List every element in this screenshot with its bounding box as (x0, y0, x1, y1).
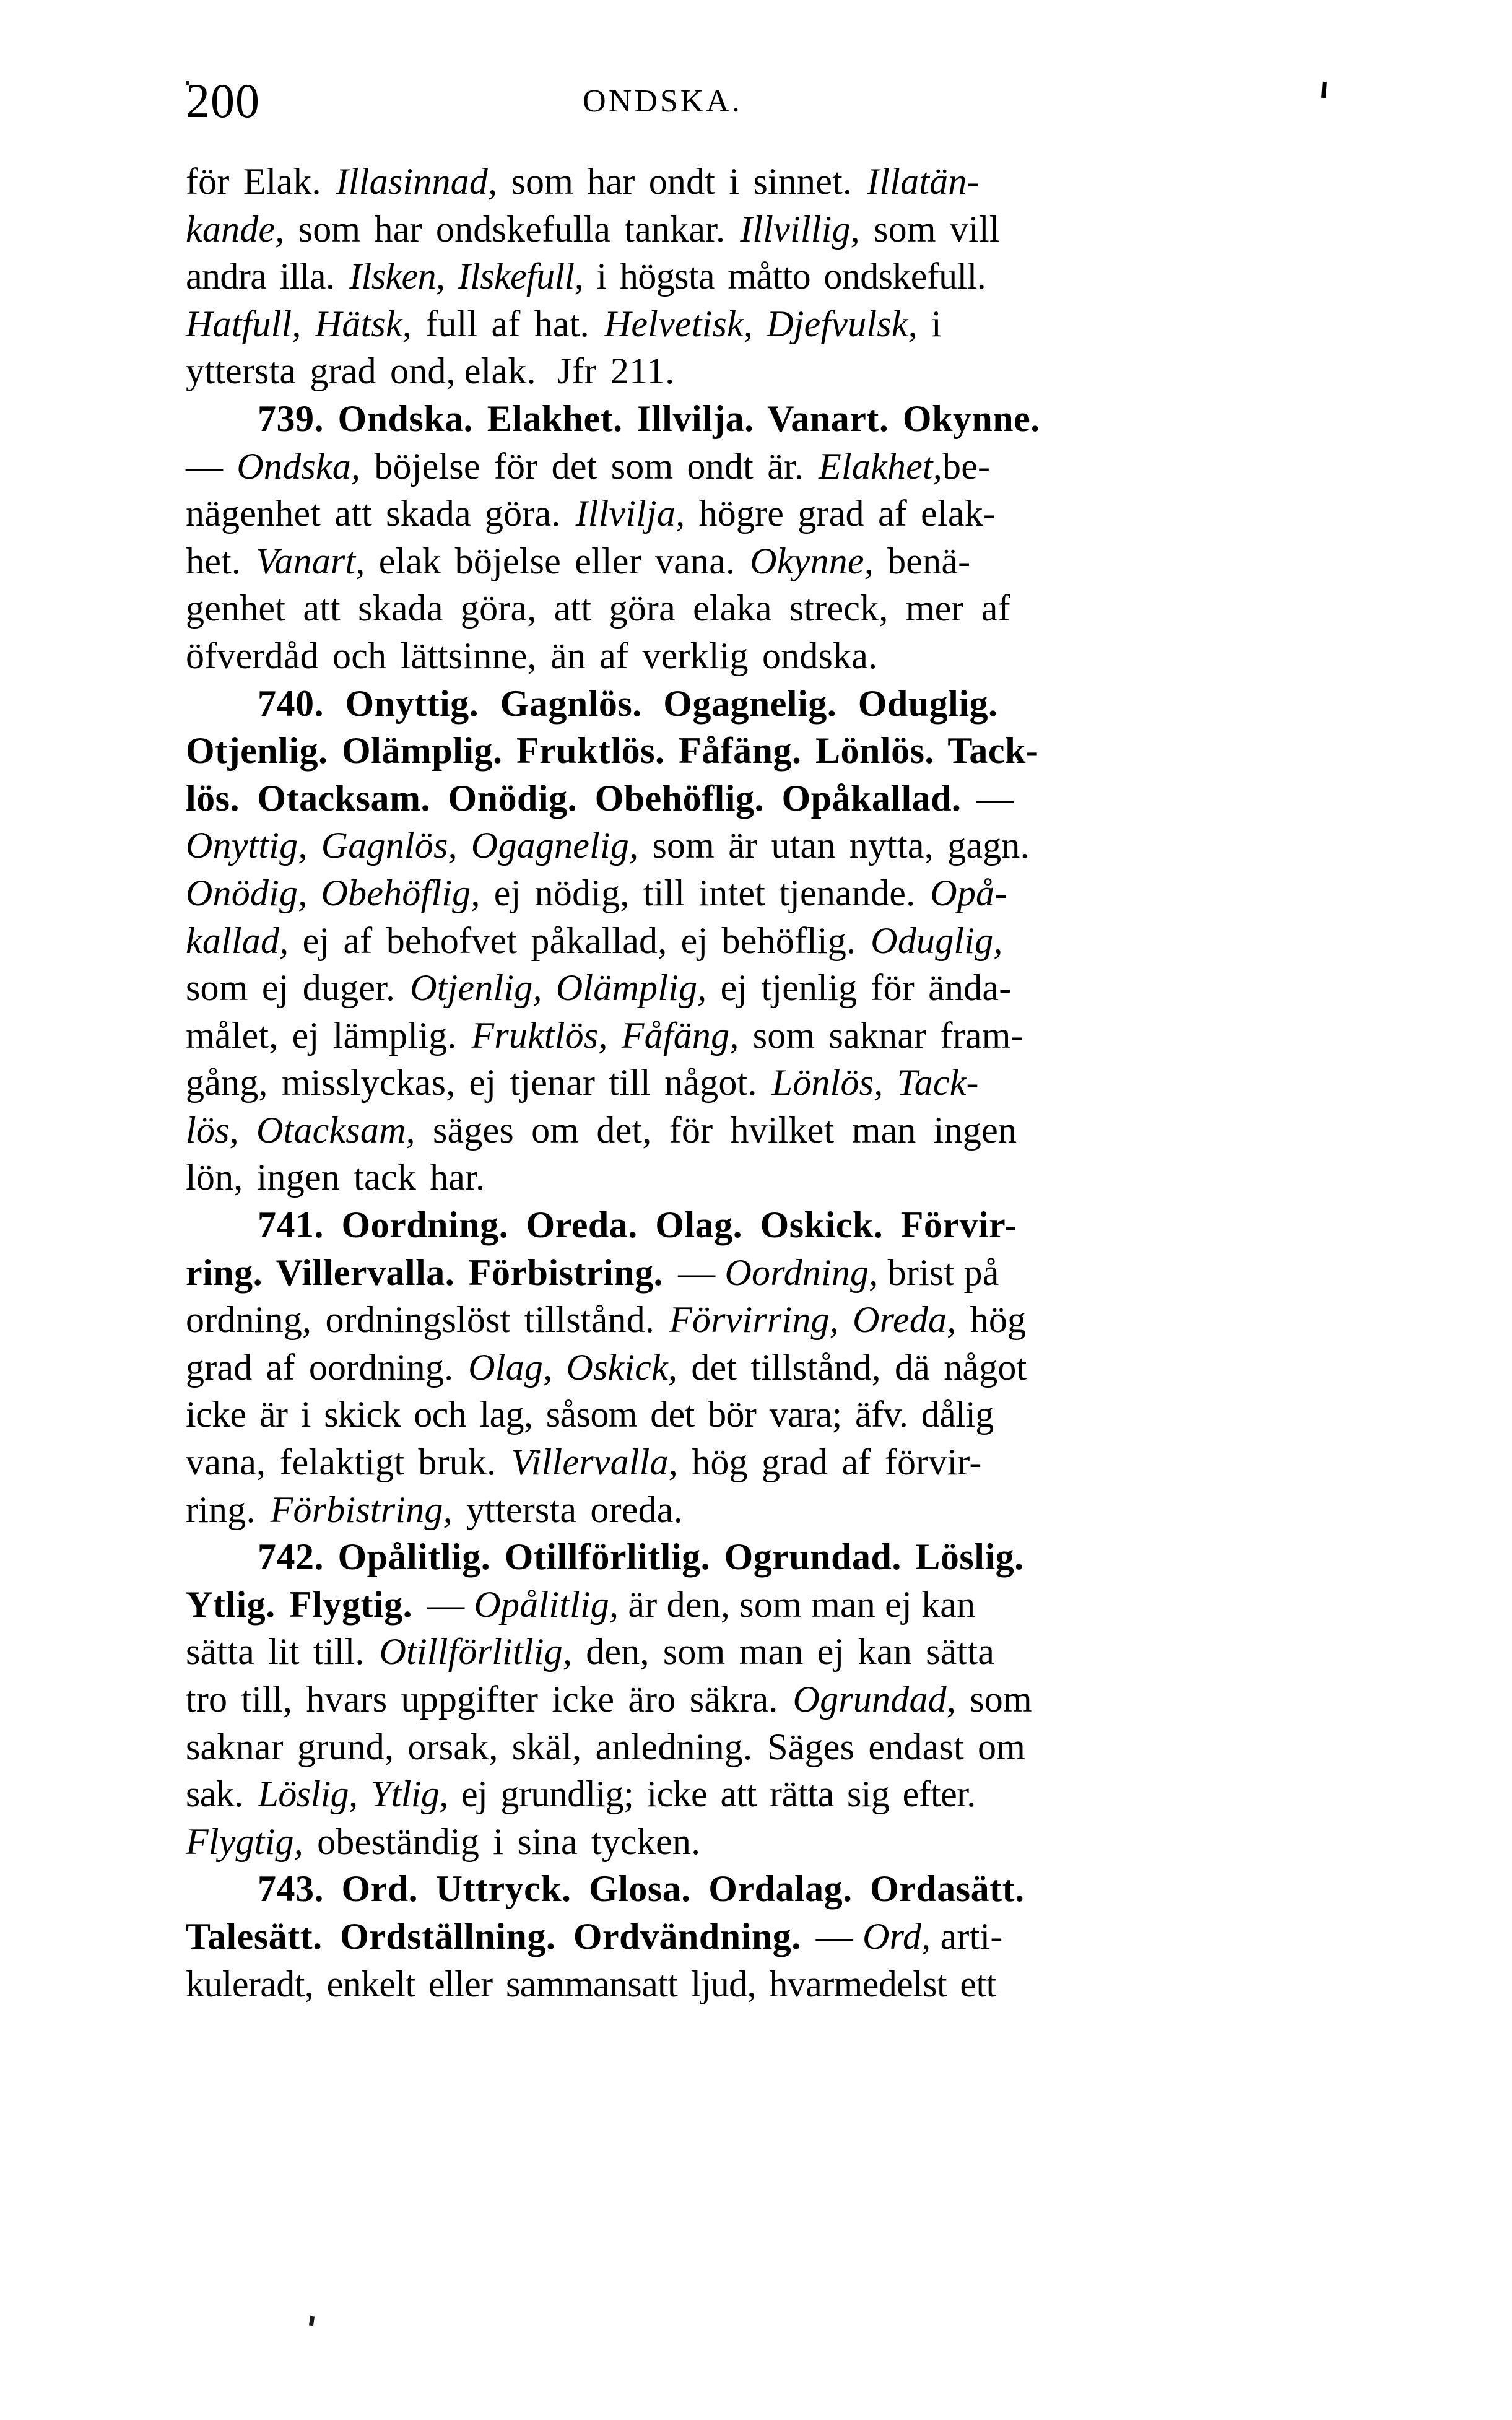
running-head: ONDSKA. (583, 84, 742, 119)
text-line (186, 917, 1350, 965)
text-line (186, 300, 1350, 348)
line-fragment: lön, ingen tack har. (186, 1157, 485, 1198)
text-line (186, 253, 1350, 300)
line-fragment: benä- (887, 540, 971, 581)
headword-italic: Förbistring, (270, 1489, 453, 1530)
line-fragment: målet, ej lämplig. (186, 1014, 457, 1056)
line-fragment: som är utan nytta, gagn. (652, 825, 1030, 866)
headword-italic: Onödig, Obehöflig, (186, 872, 480, 913)
entry-heading-743 (186, 1865, 1350, 1913)
text-line (186, 1012, 1350, 1060)
line-fragment: hög grad af förvir- (692, 1442, 982, 1483)
line-fragment: elak. (464, 350, 536, 392)
line-fragment: öfverdåd och lättsinne, än af verklig ondska. (186, 635, 878, 676)
em-dash: — (678, 1251, 716, 1293)
text-line (186, 1770, 1350, 1818)
line-fragment: yttersta oreda. (466, 1489, 683, 1530)
line-fragment: andra illa. (186, 256, 335, 297)
text-line (186, 1107, 1350, 1154)
headword-italic: Otillförlitlig, (379, 1631, 573, 1673)
headword-italic: Ondska, (237, 445, 361, 487)
heading-text: 743. Ord. Uttryck. Glosa. Ordalag. Ordasätt. (258, 1868, 1025, 1910)
line-fragment: säges om det, för hvilket man ingen (432, 1109, 1017, 1151)
line-fragment: elak böjelse eller vana. (378, 540, 736, 581)
entry-heading-743-cont (186, 1913, 1350, 1961)
line-fragment: full af hat. (425, 303, 589, 344)
text-line (186, 964, 1350, 1012)
line-fragment: för Elak. (186, 161, 321, 202)
text-line (186, 1391, 1350, 1439)
text-line (186, 1154, 1350, 1201)
headword-italic: Onyttig, Gagnlös, Ogagnelig, (186, 825, 639, 866)
line-fragment: hög (970, 1299, 1027, 1341)
headword-italic: Förvirring, Oreda, (669, 1299, 957, 1341)
text-line (186, 869, 1350, 917)
line-fragment: ej grundlig; icke att rätta sig efter. (461, 1774, 976, 1815)
text-line (186, 1486, 1350, 1534)
headword-italic: Villervalla, (511, 1442, 678, 1483)
headword-italic: Elakhet, (819, 445, 942, 487)
entry-heading-741 (186, 1201, 1350, 1249)
em-dash: — (976, 777, 1014, 819)
entry-heading-740-cont2 (186, 775, 1350, 822)
headword-italic: Okynne, (750, 540, 874, 581)
line-fragment: som har ondt i sinnet. (511, 161, 853, 202)
line-fragment: ordning, ordningslöst tillstånd. (186, 1299, 655, 1341)
headword-italic: lös, Otacksam, (186, 1109, 415, 1151)
line-fragment: kuleradt, enkelt eller sammansatt ljud, hvarmedelst ett (186, 1963, 996, 2004)
line-fragment: i högsta måtto ondskefull. (596, 256, 986, 297)
heading-text: 740. Onyttig. Gagnlös. Ogagnelig. Oduglig. (258, 682, 998, 724)
line-fragment: be- (942, 445, 991, 487)
text-line (186, 1961, 1350, 2008)
headword-italic: Olag, Oskick, (468, 1346, 678, 1388)
line-fragment: ej nödig, till intet tjenande. (493, 872, 916, 913)
heading-text: Ytlig. Flygtig. (186, 1583, 413, 1625)
headword-italic: Illvilja, (575, 493, 685, 534)
line-fragment: Säges endast om (767, 1726, 1026, 1767)
heading-text: 742. Opålitlig. Otillförlitlig. Ogrundad. Löslig. (258, 1536, 1024, 1578)
line-fragment: ring. (186, 1489, 256, 1530)
line-fragment: som saknar fram- (752, 1014, 1023, 1056)
line-fragment: het. (186, 540, 241, 581)
entry-heading-739 (186, 395, 1350, 443)
line-fragment: i (931, 303, 942, 344)
line-fragment: som ej duger. (186, 967, 396, 1009)
line-fragment: nägenhet att skada göra. (186, 493, 561, 534)
text-line (186, 1628, 1350, 1676)
line-fragment: vana, felaktigt bruk. (186, 1442, 497, 1483)
em-dash: — (815, 1915, 853, 1957)
line-fragment: genhet att skada göra, att göra elaka streck, mer af (186, 588, 1010, 629)
text-line (186, 158, 1350, 206)
line-fragment: böjelse för det som ondt är. (374, 445, 804, 487)
heading-text: lös. Otacksam. Onödig. Obehöflig. Opåkallad. (186, 777, 962, 819)
line-fragment: ej tjenlig för ända- (720, 967, 1012, 1009)
entry-heading-740 (186, 680, 1350, 728)
headword-italic: Flygtig, (186, 1821, 303, 1862)
headword-italic: Opå- (930, 872, 1007, 913)
page-body (186, 158, 1350, 2008)
em-dash: — (427, 1583, 465, 1625)
headword-italic: Ord, (862, 1915, 931, 1957)
headword-italic: Ogrundad, (793, 1679, 957, 1720)
headword-italic: Hatfull, Hätsk, (186, 303, 412, 344)
line-fragment: som vill (874, 208, 1000, 250)
line-fragment: är den, som man ej kan (628, 1583, 976, 1625)
line-fragment: saknar grund, orsak, skäl, anledning. (186, 1726, 753, 1767)
line-fragment: sätta lit till. (186, 1631, 365, 1673)
text-line (186, 443, 1350, 490)
line-fragment: som har ondskefulla tankar. (298, 208, 726, 250)
line-fragment: högre grad af elak- (698, 493, 996, 534)
text-line (186, 585, 1350, 632)
text-line (186, 206, 1350, 253)
text-line (186, 347, 1350, 395)
headword-italic: Otjenlig, Olämplig, (410, 967, 707, 1009)
headword-italic: kallad, (186, 920, 289, 961)
text-line (186, 1818, 1350, 1866)
heading-text: 739. Ondska. Elakhet. Illvilja. Vanart. Okynne. (258, 398, 1040, 439)
heading-text: Talesätt. Ordställning. Ordvändning. (186, 1915, 801, 1957)
line-fragment: yttersta grad ond, (186, 350, 456, 392)
text-line (186, 1296, 1350, 1344)
entry-heading-740-cont (186, 727, 1350, 775)
text-line (186, 822, 1350, 869)
line-fragment: icke är i skick och lag, såsom det bör vara; äfv. dålig (186, 1394, 994, 1435)
headword-italic: Opålitlig, (474, 1583, 619, 1625)
line-fragment: sak. (186, 1774, 243, 1815)
heading-text: ring. Villervalla. Förbistring. (186, 1251, 664, 1293)
line-fragment: grad af oordning. (186, 1346, 454, 1388)
entry-heading-742-cont (186, 1581, 1350, 1629)
text-line (186, 1344, 1350, 1391)
entry-heading-742 (186, 1533, 1350, 1581)
text-line (186, 632, 1350, 680)
page-header (186, 73, 1362, 141)
text-line (186, 538, 1350, 585)
entry-heading-741-cont (186, 1249, 1350, 1297)
line-fragment: obeständig i sina tycken. (317, 1821, 701, 1862)
line-fragment: gång, misslyckas, ej tjenar till något. (186, 1062, 757, 1103)
headword-italic: Ilsken, Ilskefull, (349, 256, 584, 297)
text-line (186, 1059, 1350, 1107)
headword-italic: Helvetisk, Djefvulsk, (604, 303, 918, 344)
line-fragment: brist på (887, 1251, 999, 1293)
headword-italic: kande, (186, 208, 285, 250)
headword-italic: Fruktlös, Fåfäng, (471, 1014, 739, 1056)
line-fragment: som (970, 1679, 1032, 1720)
text-line (186, 1723, 1350, 1771)
text-line (186, 1676, 1350, 1723)
line-fragment: det tillstånd, dä något (691, 1346, 1027, 1388)
headword-italic: Vanart, (256, 540, 365, 581)
line-fragment: Jfr 211. (557, 350, 675, 392)
headword-italic: Lönlös, Tack- (771, 1062, 979, 1103)
page-number: 200 (186, 74, 260, 128)
em-dash: — (186, 445, 224, 487)
line-fragment: den, som man ej kan sätta (586, 1631, 995, 1673)
headword-italic: Oduglig, (871, 920, 1003, 961)
line-fragment: ej af behofvet påkallad, ej behöflig. (302, 920, 856, 961)
heading-text: Otjenlig. Olämplig. Fruktlös. Fåfäng. Lönlös. Tack- (186, 730, 1039, 772)
text-line (186, 1439, 1350, 1486)
heading-text: 741. Oordning. Oreda. Olag. Oskick. Förvir- (258, 1204, 1017, 1246)
headword-italic: Illasinnad, (336, 161, 498, 202)
line-fragment: arti- (940, 1915, 1003, 1957)
scan-speck-bottom (309, 2316, 315, 2326)
text-line (186, 490, 1350, 538)
line-fragment: tro till, hvars uppgifter icke äro säkra. (186, 1679, 778, 1720)
headword-italic: Oordning, (724, 1251, 879, 1293)
headword-italic: Illvillig, (740, 208, 860, 250)
headword-italic: Illatän- (867, 161, 980, 202)
headword-italic: Löslig, Ytlig, (258, 1774, 448, 1815)
